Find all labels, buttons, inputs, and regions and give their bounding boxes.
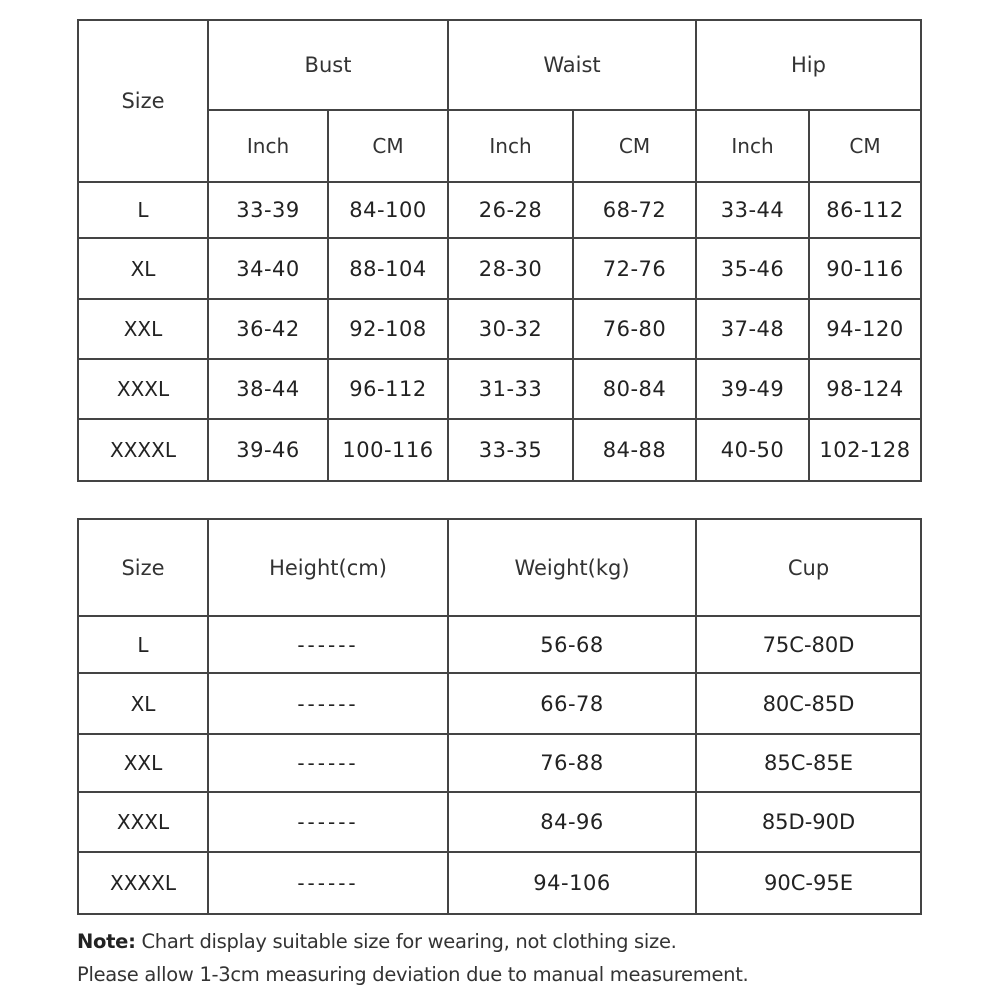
waist-cm-cell: 80-84 [573,359,696,419]
bust-inch-cell: 36-42 [208,299,328,359]
table-row [78,238,921,299]
fit-table [77,518,922,915]
waist-cm-header: CM [573,110,696,182]
weight-cell: 66-78 [448,673,696,734]
waist-inch-cell: 26-28 [448,182,573,238]
bust-cm-cell: 84-100 [328,182,448,238]
height-header: Height(cm) [208,519,448,616]
table-row [78,419,921,481]
height-cell: ------ [208,616,448,673]
bust-header: Bust [208,20,448,110]
hip-inch-cell: 39-49 [696,359,809,419]
hip-inch-header: Inch [696,110,809,182]
note-label: Note: [77,930,136,953]
hip-inch-cell: 37-48 [696,299,809,359]
cup-cell: 75C-80D [696,616,921,673]
hip-header: Hip [696,20,921,110]
height-cell: ------ [208,673,448,734]
size-cell: L [78,182,208,238]
waist-cm-cell: 72-76 [573,238,696,299]
weight-header: Weight(kg) [448,519,696,616]
bust-cm-cell: 92-108 [328,299,448,359]
bust-cm-cell: 96-112 [328,359,448,419]
bust-inch-cell: 33-39 [208,182,328,238]
hip-cm-cell: 90-116 [809,238,921,299]
size-header: Size [78,20,208,182]
size-cell: XXXL [78,359,208,419]
hip-cm-cell: 86-112 [809,182,921,238]
bust-inch-cell: 39-46 [208,419,328,481]
table-row [78,182,921,238]
hip-inch-cell: 40-50 [696,419,809,481]
height-cell: ------ [208,734,448,792]
weight-cell: 84-96 [448,792,696,852]
bust-inch-header: Inch [208,110,328,182]
size-cell: XXXXL [78,852,208,914]
size-cell: XL [78,238,208,299]
size-cell: XXL [78,734,208,792]
waist-inch-header: Inch [448,110,573,182]
hip-inch-cell: 33-44 [696,182,809,238]
bust-cm-header: CM [328,110,448,182]
bust-cm-cell: 88-104 [328,238,448,299]
hip-cm-header: CM [809,110,921,182]
waist-inch-cell: 31-33 [448,359,573,419]
table-row [78,359,921,419]
hip-cm-cell: 102-128 [809,419,921,481]
note-text-1: Chart display suitable size for wearing, not clothing size. [141,930,677,953]
table-row [78,792,921,852]
note-line-1 [77,925,748,958]
measurements-table [77,19,922,482]
bust-cm-cell: 100-116 [328,419,448,481]
waist-header: Waist [448,20,696,110]
size-cell: XXXXL [78,419,208,481]
note-line-2: Please allow 1-3cm measuring deviation due to manual measurement. [77,963,749,986]
bust-inch-cell: 38-44 [208,359,328,419]
cup-header: Cup [696,519,921,616]
table-row [78,616,921,673]
weight-cell: 94-106 [448,852,696,914]
waist-cm-cell: 84-88 [573,419,696,481]
cup-cell: 85D-90D [696,792,921,852]
note [77,925,748,991]
hip-cm-cell: 98-124 [809,359,921,419]
waist-inch-cell: 28-30 [448,238,573,299]
size-cell: XXXL [78,792,208,852]
cup-cell: 80C-85D [696,673,921,734]
waist-cm-cell: 68-72 [573,182,696,238]
size-cell: L [78,616,208,673]
waist-cm-cell: 76-80 [573,299,696,359]
table-row [78,734,921,792]
cup-cell: 85C-85E [696,734,921,792]
table-row [78,673,921,734]
height-cell: ------ [208,852,448,914]
waist-inch-cell: 33-35 [448,419,573,481]
hip-cm-cell: 94-120 [809,299,921,359]
hip-inch-cell: 35-46 [696,238,809,299]
table-row [78,852,921,914]
waist-inch-cell: 30-32 [448,299,573,359]
size-header: Size [78,519,208,616]
bust-inch-cell: 34-40 [208,238,328,299]
table-row [78,299,921,359]
weight-cell: 76-88 [448,734,696,792]
cup-cell: 90C-95E [696,852,921,914]
size-cell: XXL [78,299,208,359]
size-cell: XL [78,673,208,734]
weight-cell: 56-68 [448,616,696,673]
height-cell: ------ [208,792,448,852]
